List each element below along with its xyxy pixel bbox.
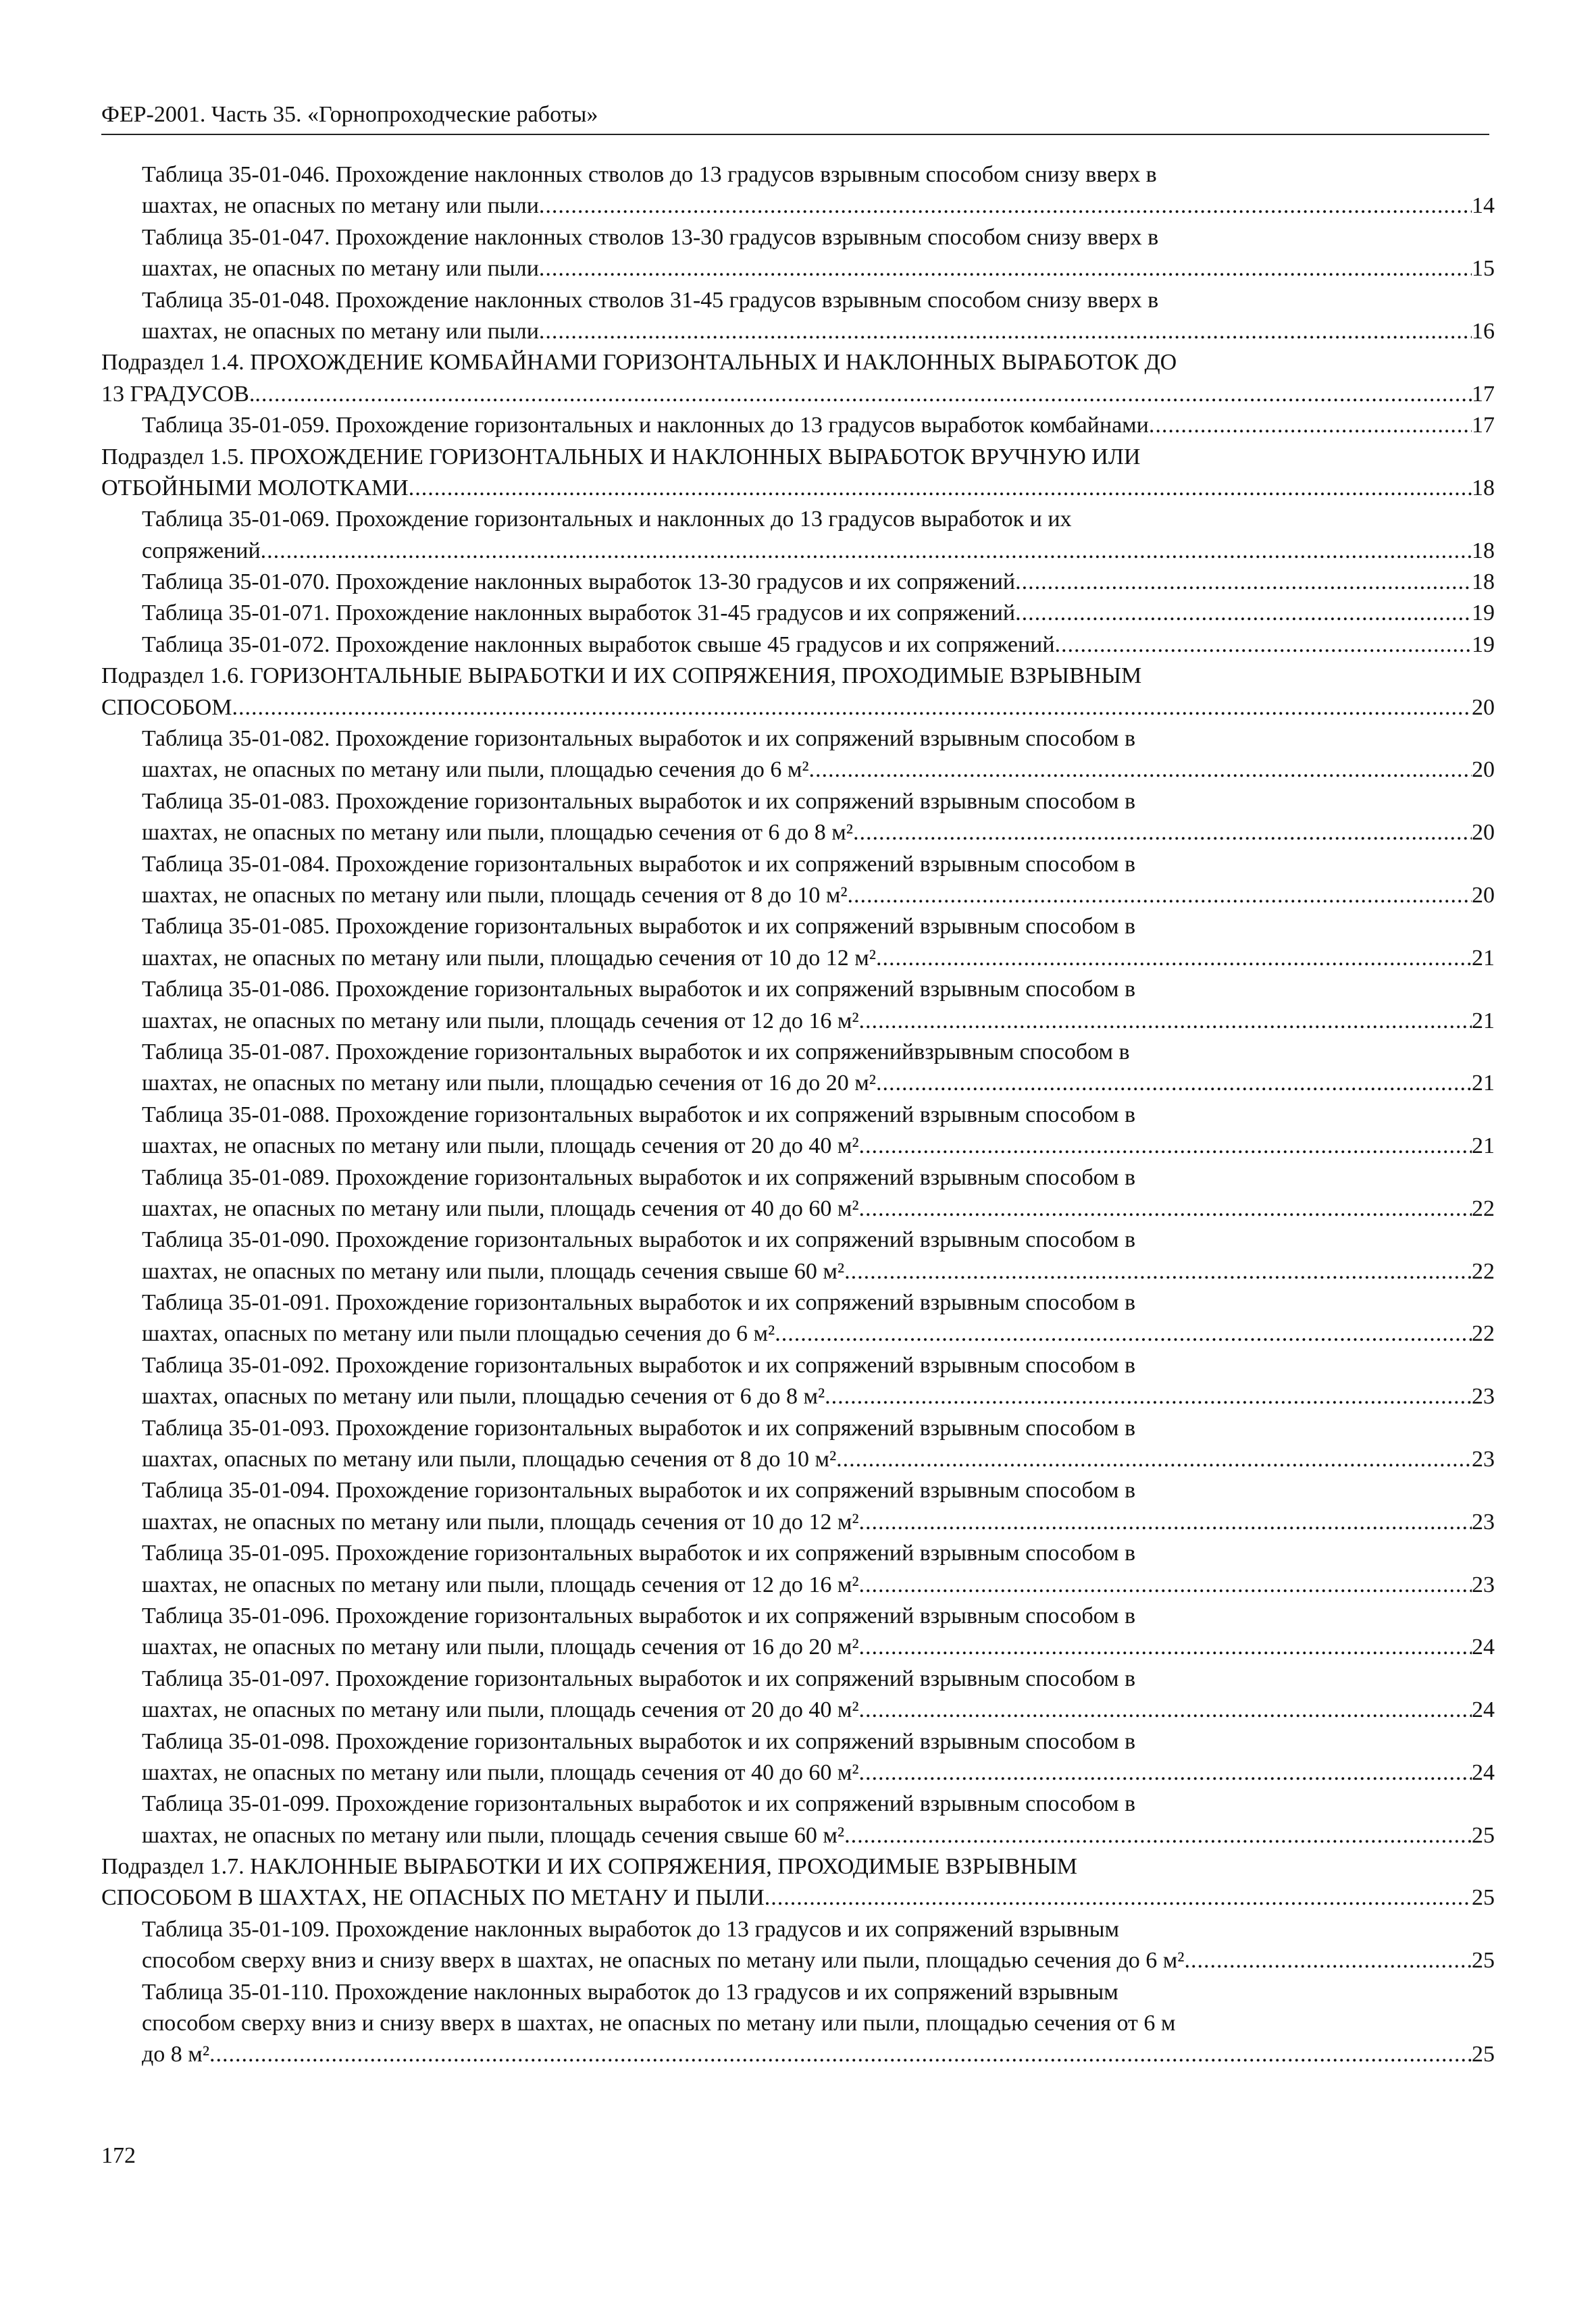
toc-entry-text: шахтах, не опасных по метану или пыли bbox=[142, 256, 539, 282]
toc-page-number: 25 bbox=[1472, 1822, 1495, 1848]
toc-table-entry[interactable] bbox=[101, 410, 1495, 441]
page-footer bbox=[101, 2141, 136, 2171]
dot-leader bbox=[209, 2039, 1472, 2070]
toc-entry-text: Подраздел 1.7. НАКЛОННЫЕ ВЫРАБОТКИ И ИХ СОПРЯЖЕНИЯ, ПРОХОДИМЫЕ ВЗРЫВНЫМ bbox=[101, 1854, 1077, 1880]
toc-table-entry[interactable] bbox=[101, 1287, 1495, 1350]
toc-entry-last-line bbox=[142, 1193, 1495, 1225]
toc-table-entry[interactable] bbox=[101, 504, 1495, 567]
toc-entry-text: Таблица 35-01-069. Прохождение горизонтальных и наклонных до 13 градусов выработок и их bbox=[142, 507, 1072, 532]
dot-leader bbox=[848, 880, 1472, 911]
toc-entry-text: Таблица 35-01-085. Прохождение горизонтальных выработок и их сопряжений взрывным способом в bbox=[142, 914, 1136, 940]
toc-entry-text: шахтах, не опасных по метану или пыли, площадь сечения от 20 до 40 м² bbox=[142, 1133, 859, 1159]
toc-page-number: 15 bbox=[1472, 256, 1495, 282]
toc-entry-text: Подраздел 1.5. ПРОХОЖДЕНИЕ ГОРИЗОНТАЛЬНЫХ И НАКЛОННЫХ ВЫРАБОТОК ВРУЧНУЮ ИЛИ bbox=[101, 444, 1141, 469]
toc-section-entry[interactable] bbox=[101, 661, 1495, 723]
toc-entry-text: Таблица 35-01-091. Прохождение горизонтальных выработок и их сопряжений взрывным способом в bbox=[142, 1290, 1136, 1316]
toc-entry-text: Таблица 35-01-087. Прохождение горизонтальных выработок и их сопряженийвзрывным способом в bbox=[142, 1039, 1130, 1064]
toc-entry-text: шахтах, опасных по метану или пыли, площадью сечения от 8 до 10 м² bbox=[142, 1447, 837, 1472]
dot-leader bbox=[1149, 410, 1472, 441]
toc-table-entry[interactable] bbox=[101, 911, 1495, 974]
toc-page-number: 17 bbox=[1472, 381, 1495, 407]
toc-entry-text: Таблица 35-01-071. Прохождение наклонных выработок 31-45 градусов и их сопряжений bbox=[142, 600, 1016, 626]
toc-entry-last-line bbox=[142, 598, 1495, 629]
toc-table-entry[interactable] bbox=[101, 285, 1495, 348]
toc-entry-last-line bbox=[142, 1507, 1495, 1538]
dot-leader bbox=[1055, 629, 1472, 661]
dot-leader bbox=[1015, 567, 1472, 598]
toc-entry-text: Таблица 35-01-083. Прохождение горизонтальных выработок и их сопряжений взрывным способом в bbox=[142, 788, 1136, 814]
toc-entry-text: Таблица 35-01-098. Прохождение горизонтальных выработок и их сопряжений взрывным способом в bbox=[142, 1728, 1136, 1754]
toc-entry-text: Таблица 35-01-090. Прохождение горизонтальных выработок и их сопряжений взрывным способом в bbox=[142, 1227, 1136, 1253]
toc-section-entry[interactable] bbox=[101, 347, 1495, 410]
toc-entry-last-line bbox=[142, 1820, 1495, 1851]
dot-leader bbox=[859, 1757, 1472, 1789]
toc-entry-text: Таблица 35-01-092. Прохождение горизонтальных выработок и их сопряжений взрывным способом в bbox=[142, 1352, 1136, 1378]
toc-page-number: 21 bbox=[1472, 1008, 1495, 1033]
toc-entry-text: Подраздел 1.6. ГОРИЗОНТАЛЬНЫЕ ВЫРАБОТКИ И ИХ СОПРЯЖЕНИЯ, ПРОХОДИМЫЕ ВЗРЫВНЫМ bbox=[101, 663, 1142, 689]
dot-leader bbox=[859, 1006, 1472, 1037]
toc-page-number: 22 bbox=[1472, 1321, 1495, 1347]
toc-entry-last-line bbox=[142, 1570, 1495, 1601]
toc-entry-text: шахтах, не опасных по метану или пыли, площадь сечения свыше 60 м² bbox=[142, 1822, 845, 1848]
toc-entry-text: шахтах, не опасных по метану или пыли bbox=[142, 193, 539, 219]
toc-table-entry[interactable] bbox=[101, 1601, 1495, 1664]
toc-page-number: 16 bbox=[1472, 318, 1495, 344]
toc-entry-last-line bbox=[142, 316, 1495, 347]
toc-entry-text: шахтах, не опасных по метану или пыли, площадь сечения свыше 60 м² bbox=[142, 1258, 845, 1284]
dot-leader bbox=[539, 253, 1472, 284]
toc-entry-text: шахтах, не опасных по метану или пыли, площадь сечения от 12 до 16 м² bbox=[142, 1572, 859, 1597]
toc-entry-text: шахтах, не опасных по метану или пыли, площадь сечения от 16 до 20 м² bbox=[142, 1635, 859, 1660]
toc-entry-text: Таблица 35-01-095. Прохождение горизонтальных выработок и их сопряжений взрывным способом в bbox=[142, 1541, 1136, 1566]
toc-entry-last-line bbox=[142, 1318, 1495, 1349]
toc-entry-text: шахтах, не опасных по метану или пыли, площадь сечения от 12 до 16 м² bbox=[142, 1008, 859, 1033]
toc-entry-text: способом сверху вниз и снизу вверх в шахтах, не опасных по метану или пыли, площадью сечения до 6 м² bbox=[142, 1948, 1185, 1974]
toc-entry-text: шахтах, не опасных по метану или пыли, площадью сечения от 6 до 8 м² bbox=[142, 820, 853, 846]
toc-entry-text: до 8 м² bbox=[142, 2042, 210, 2067]
toc-entry-text: Таблица 35-01-047. Прохождение наклонных стволов 13-30 градусов взрывным способом снизу вверх в bbox=[142, 224, 1159, 250]
toc-page-number: 23 bbox=[1472, 1572, 1495, 1597]
toc-page-number: 25 bbox=[1472, 1948, 1495, 1974]
dot-leader bbox=[859, 1193, 1472, 1225]
dot-leader bbox=[876, 943, 1472, 974]
toc-page-number: 25 bbox=[1472, 1885, 1495, 1911]
toc-table-entry[interactable] bbox=[101, 723, 1495, 786]
toc-table-entry[interactable] bbox=[101, 1162, 1495, 1225]
toc-entry-text: Таблица 35-01-059. Прохождение горизонтальных и наклонных до 13 градусов выработок комбайнами bbox=[142, 413, 1149, 438]
toc-entry-text: Таблица 35-01-046. Прохождение наклонных стволов до 13 градусов взрывным способом снизу вверх в bbox=[142, 162, 1157, 187]
toc-entry-text: шахтах, не опасных по метану или пыли, площадь сечения от 10 до 12 м² bbox=[142, 1509, 859, 1535]
toc-page-number: 18 bbox=[1472, 569, 1495, 595]
dot-leader bbox=[809, 754, 1472, 786]
dot-leader bbox=[261, 536, 1472, 567]
dot-leader bbox=[859, 1570, 1472, 1601]
dot-leader bbox=[876, 1068, 1472, 1099]
toc-page-number: 23 bbox=[1472, 1447, 1495, 1472]
toc-entry-text: шахтах, не опасных по метану или пыли, площадь сечения от 20 до 40 м² bbox=[142, 1697, 859, 1723]
toc-entry-text: шахтах, не опасных по метану или пыли, площадью сечения до 6 м² bbox=[142, 757, 809, 783]
toc-entry-last-line bbox=[101, 1882, 1495, 1913]
toc-entry-text: Таблица 35-01-099. Прохождение горизонтальных выработок и их сопряжений взрывным способом в bbox=[142, 1791, 1136, 1817]
toc-entry-text: способом сверху вниз и снизу вверх в шахтах, не опасных по метану или пыли, площадью сечения от 6 м bbox=[142, 2011, 1176, 2036]
toc-entry-last-line bbox=[142, 1695, 1495, 1726]
toc-page-number: 21 bbox=[1472, 945, 1495, 971]
toc-entry-last-line bbox=[142, 410, 1495, 441]
toc-entry-text: Таблица 35-01-088. Прохождение горизонтальных выработок и их сопряжений взрывным способом в bbox=[142, 1102, 1136, 1127]
toc-page-number: 20 bbox=[1472, 757, 1495, 783]
toc-entry-text: СПОСОБОМ В ШАХТАХ, НЕ ОПАСНЫХ ПО МЕТАНУ И ПЫЛИ bbox=[101, 1885, 765, 1911]
toc-entry-last-line bbox=[142, 536, 1495, 567]
toc-entry-text: шахтах, опасных по метану или пыли площадью сечения до 6 м² bbox=[142, 1321, 775, 1347]
toc-entry-text: Таблица 35-01-094. Прохождение горизонтальных выработок и их сопряжений взрывным способом в bbox=[142, 1478, 1136, 1503]
dot-leader bbox=[825, 1381, 1472, 1412]
toc-page-number: 19 bbox=[1472, 632, 1495, 657]
toc-entry-last-line bbox=[142, 253, 1495, 284]
toc-entry-text: шахтах, не опасных по метану или пыли, площадью сечения от 16 до 20 м² bbox=[142, 1071, 876, 1096]
toc-entry-text: СПОСОБОМ bbox=[101, 694, 232, 720]
table-of-contents bbox=[101, 159, 1495, 2071]
toc-entry-text: шахтах, не опасных по метану или пыли, площадь сечения от 40 до 60 м² bbox=[142, 1759, 859, 1785]
toc-page-number: 21 bbox=[1472, 1133, 1495, 1159]
toc-page-number: 24 bbox=[1472, 1635, 1495, 1660]
toc-page-number: 20 bbox=[1472, 882, 1495, 908]
toc-entry-text: Таблица 35-01-084. Прохождение горизонтальных выработок и их сопряжений взрывным способом в bbox=[142, 851, 1136, 877]
dot-leader bbox=[859, 1695, 1472, 1726]
dot-leader bbox=[409, 473, 1472, 504]
dot-leader bbox=[255, 379, 1472, 410]
dot-leader bbox=[844, 1256, 1472, 1287]
toc-table-entry[interactable] bbox=[101, 222, 1495, 285]
dot-leader bbox=[836, 1444, 1472, 1475]
toc-table-entry[interactable] bbox=[101, 1225, 1495, 1287]
toc-table-entry[interactable] bbox=[101, 567, 1495, 598]
toc-entry-last-line bbox=[142, 1131, 1495, 1162]
dot-leader bbox=[539, 190, 1472, 222]
toc-entry-text: шахтах, не опасных по метану или пыли, площадью сечения от 10 до 12 м² bbox=[142, 945, 876, 971]
dot-leader bbox=[859, 1507, 1472, 1538]
toc-entry-text: Таблица 35-01-089. Прохождение горизонтальных выработок и их сопряжений взрывным способом в bbox=[142, 1164, 1136, 1190]
toc-page-number: 24 bbox=[1472, 1697, 1495, 1723]
dot-leader bbox=[859, 1632, 1472, 1663]
toc-entry-last-line bbox=[142, 1381, 1495, 1412]
toc-entry-last-line bbox=[142, 2039, 1495, 2070]
toc-entry-text: ОТБОЙНЫМИ МОЛОТКАМИ bbox=[101, 475, 409, 500]
dot-leader bbox=[853, 817, 1472, 848]
toc-page-number: 23 bbox=[1472, 1384, 1495, 1410]
toc-entry-last-line bbox=[142, 1256, 1495, 1287]
toc-page-number: 17 bbox=[1472, 413, 1495, 438]
dot-leader bbox=[844, 1820, 1472, 1851]
toc-table-entry[interactable] bbox=[101, 786, 1495, 849]
toc-table-entry[interactable] bbox=[101, 1726, 1495, 1789]
dot-leader bbox=[775, 1318, 1472, 1349]
toc-page-number: 22 bbox=[1472, 1258, 1495, 1284]
toc-entry-text: Таблица 35-01-109. Прохождение наклонных выработок до 13 градусов и их сопряжений взрывным bbox=[142, 1916, 1120, 1942]
toc-entry-last-line bbox=[142, 1006, 1495, 1037]
toc-entry-text: 13 ГРАДУСОВ. bbox=[101, 381, 255, 407]
toc-entry-text: Таблица 35-01-110. Прохождение наклонных выработок до 13 градусов и их сопряжений взрывным bbox=[142, 1979, 1118, 2005]
toc-table-entry[interactable] bbox=[101, 849, 1495, 912]
toc-page-number: 20 bbox=[1472, 820, 1495, 846]
toc-entry-last-line bbox=[142, 190, 1495, 222]
toc-entry-last-line bbox=[142, 943, 1495, 974]
toc-table-entry[interactable] bbox=[101, 1664, 1495, 1726]
dot-leader bbox=[1184, 1945, 1472, 1976]
toc-table-entry[interactable] bbox=[101, 1475, 1495, 1538]
toc-page-number: 18 bbox=[1472, 538, 1495, 563]
toc-entry-last-line bbox=[142, 1632, 1495, 1663]
dot-leader bbox=[232, 692, 1472, 723]
toc-entry-text: шахтах, не опасных по метану или пыли bbox=[142, 318, 539, 344]
toc-entry-last-line bbox=[101, 473, 1495, 504]
toc-entry-text: Таблица 35-01-070. Прохождение наклонных выработок 13-30 градусов и их сопряжений bbox=[142, 569, 1016, 595]
toc-table-entry[interactable] bbox=[101, 1914, 1495, 1977]
toc-table-entry[interactable] bbox=[101, 974, 1495, 1037]
dot-leader bbox=[859, 1131, 1472, 1162]
toc-table-entry[interactable] bbox=[101, 1789, 1495, 1851]
toc-entry-last-line bbox=[142, 1945, 1495, 1976]
toc-entry-text: Таблица 35-01-082. Прохождение горизонтальных выработок и их сопряжений взрывным способом в bbox=[142, 726, 1136, 752]
toc-entry-text: сопряжений bbox=[142, 538, 261, 563]
toc-page-number: 18 bbox=[1472, 475, 1495, 500]
toc-page-number: 21 bbox=[1472, 1071, 1495, 1096]
toc-entry-last-line bbox=[142, 1757, 1495, 1789]
dot-leader bbox=[1015, 598, 1472, 629]
toc-page-number: 19 bbox=[1472, 600, 1495, 626]
toc-page-number: 20 bbox=[1472, 694, 1495, 720]
toc-entry-last-line bbox=[142, 754, 1495, 786]
toc-page-number: 23 bbox=[1472, 1509, 1495, 1535]
toc-table-entry[interactable] bbox=[101, 159, 1495, 222]
toc-entry-text: Таблица 35-01-096. Прохождение горизонтальных выработок и их сопряжений взрывным способом в bbox=[142, 1603, 1136, 1628]
toc-entry-text: Таблица 35-01-086. Прохождение горизонтальных выработок и их сопряжений взрывным способом в bbox=[142, 977, 1136, 1002]
toc-page-number: 25 bbox=[1472, 2042, 1495, 2067]
toc-entry-text: шахтах, не опасных по метану или пыли, площадь сечения от 8 до 10 м² bbox=[142, 882, 848, 908]
toc-entry-last-line bbox=[142, 629, 1495, 661]
page-number: 172 bbox=[101, 2143, 136, 2168]
toc-entry-last-line bbox=[142, 880, 1495, 911]
toc-entry-last-line bbox=[101, 692, 1495, 723]
toc-section-entry[interactable] bbox=[101, 1851, 1495, 1914]
dot-leader bbox=[765, 1882, 1472, 1913]
toc-entry-last-line bbox=[142, 567, 1495, 598]
toc-entry-last-line bbox=[101, 379, 1495, 410]
toc-entry-text: шахтах, не опасных по метану или пыли, площадь сечения от 40 до 60 м² bbox=[142, 1195, 859, 1221]
toc-section-entry[interactable] bbox=[101, 442, 1495, 505]
toc-entry-text: шахтах, опасных по метану или пыли, площадью сечения от 6 до 8 м² bbox=[142, 1384, 825, 1410]
dot-leader bbox=[539, 316, 1472, 347]
toc-table-entry[interactable] bbox=[101, 629, 1495, 661]
toc-entry-text: Подраздел 1.4. ПРОХОЖДЕНИЕ КОМБАЙНАМИ ГОРИЗОНТАЛЬНЫХ И НАКЛОННЫХ ВЫРАБОТОК ДО bbox=[101, 350, 1177, 376]
toc-table-entry[interactable] bbox=[101, 1538, 1495, 1601]
toc-table-entry[interactable] bbox=[101, 1350, 1495, 1413]
document-title: ФЕР-2001. Часть 35. «Горнопроходческие работы» bbox=[101, 102, 598, 127]
toc-table-entry[interactable] bbox=[101, 598, 1495, 629]
toc-entry-last-line bbox=[142, 1444, 1495, 1475]
toc-entry-text: Таблица 35-01-097. Прохождение горизонтальных выработок и их сопряжений взрывным способом в bbox=[142, 1666, 1136, 1691]
toc-page-number: 24 bbox=[1472, 1759, 1495, 1785]
toc-page-number: 22 bbox=[1472, 1195, 1495, 1221]
toc-entry-last-line bbox=[142, 817, 1495, 848]
toc-table-entry[interactable] bbox=[101, 1413, 1495, 1476]
toc-page-number: 14 bbox=[1472, 193, 1495, 219]
toc-entry-last-line bbox=[142, 1068, 1495, 1099]
page-header bbox=[101, 100, 1489, 135]
toc-entry-text: Таблица 35-01-072. Прохождение наклонных выработок свыше 45 градусов и их сопряжений bbox=[142, 632, 1055, 657]
toc-table-entry[interactable] bbox=[101, 1037, 1495, 1100]
toc-entry-text: Таблица 35-01-048. Прохождение наклонных стволов 31-45 градусов взрывным способом снизу вверх в bbox=[142, 287, 1159, 313]
toc-table-entry[interactable] bbox=[101, 1977, 1495, 2071]
toc-entry-text: Таблица 35-01-093. Прохождение горизонтальных выработок и их сопряжений взрывным способом в bbox=[142, 1415, 1136, 1441]
toc-table-entry[interactable] bbox=[101, 1100, 1495, 1162]
